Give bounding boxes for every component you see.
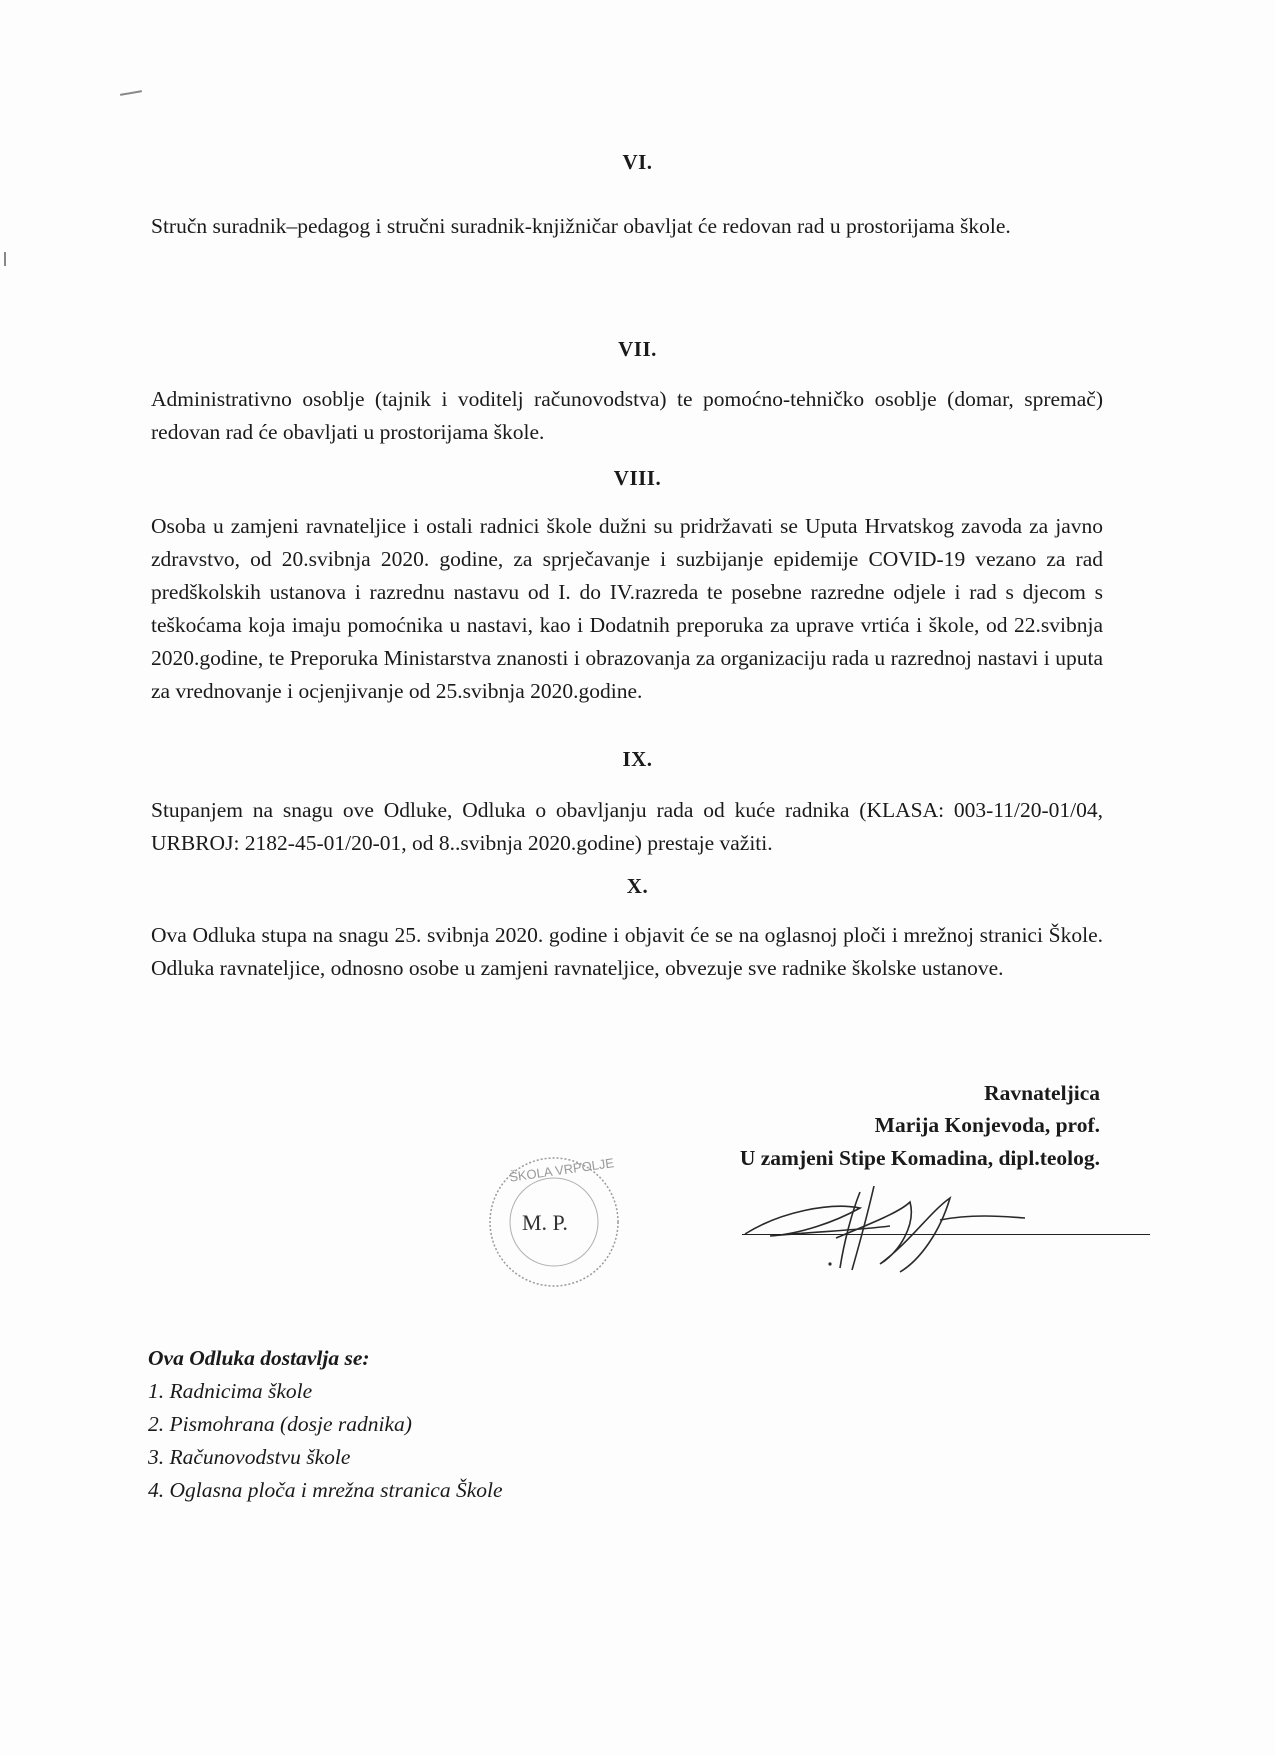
section-text-vii: Administrativno osoblje (tajnik i voditelj računovodstva) te pomoćno-tehničko osoblje (domar, spremač) redovan rad će obavljati u prostorijama škole.: [151, 387, 1103, 444]
scan-mark: [4, 252, 6, 266]
section-heading-vi: VI.: [622, 150, 653, 174]
distribution-title: Ova Odluka dostavlja se:: [148, 1346, 370, 1370]
signature-name: Marija Konjevoda, prof.: [874, 1113, 1100, 1137]
distribution-item: 4. Oglasna ploča i mrežna stranica Škole: [148, 1478, 503, 1502]
section-heading-viii: VIII.: [613, 466, 662, 490]
signature-line: [742, 1234, 1150, 1235]
school-stamp: [482, 1150, 626, 1294]
distribution-item: 2. Pismohrana (dosje radnika): [148, 1412, 412, 1436]
handwritten-signature: [740, 1172, 1030, 1282]
stamp-label: M. P.: [522, 1210, 568, 1235]
section-text-x: Ova Odluka stupa na snagu 25. svibnja 2020. godine i objavit će se na oglasnoj ploči i mrežnoj stranici Škole. Odluka ravnateljice, odnosno osobe u zamjeni ravnateljice, obvezuje sve radnike školske ustanove.: [151, 923, 1103, 980]
section-heading-ix: IX.: [622, 747, 653, 771]
stamp-ring-text: ŠKOLA VRPOLJE: [508, 1155, 615, 1185]
distribution-item: 3. Računovodstvu škole: [148, 1445, 351, 1469]
section-heading-vii: VII.: [618, 337, 657, 361]
signature-title: Ravnateljica: [984, 1081, 1100, 1105]
section-heading-x: X.: [626, 874, 649, 898]
section-text-viii: Osoba u zamjeni ravnateljice i ostali radnici škole dužni su pridržavati se Uputa Hrvatskog zavoda za javno zdravstvo, od 20.svibnja 2020. godine, za sprječavanje i suzbijanje epidemije COVID-19 vezano za rad predškolskih ustanova i razrednu nastavu od I. do IV.razreda te posebne razredne odjele i rad s djecom s teškoćama koja imaju pomoćnika u nastavi, kao i Dodatnih preporuka za uprave vrtića i škole, od 22.svibnja 2020.godine, te Preporuka Ministarstva znanosti i obrazovanja za organizaciju rada u razrednoj nastavi i uputa za vrednovanje i ocjenjivanje od 25.svibnja 2020.godine.: [151, 514, 1103, 703]
signature-deputy: U zamjeni Stipe Komadina, dipl.teolog.: [739, 1146, 1100, 1170]
section-text-ix: Stupanjem na snagu ove Odluke, Odluka o obavljanju rada od kuće radnika (KLASA: 003-11/20-01/04, URBROJ: 2182-45-01/20-01, od 8..svibnja 2020.godine) prestaje važiti.: [151, 798, 1103, 855]
distribution-item: 1. Radnicima škole: [148, 1379, 313, 1403]
section-text-vi: Stručn suradnik–pedagog i stručni suradnik-knjižničar obavljat će redovan rad u prostorijama škole.: [151, 214, 1011, 238]
scan-mark: [120, 90, 142, 96]
